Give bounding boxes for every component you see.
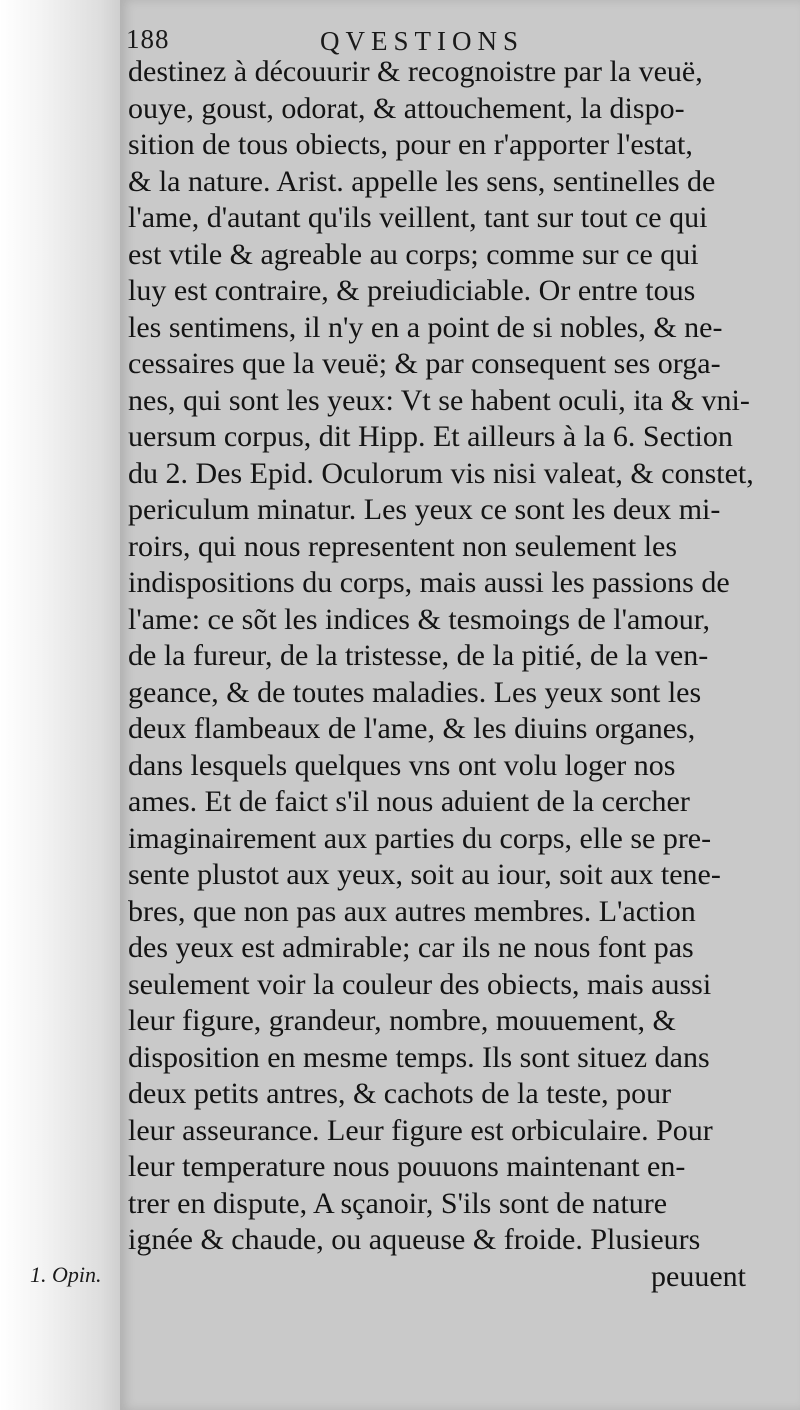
text-line: du 2. Des Epid. Oculorum vis nisi valeat, & constet, — [128, 456, 754, 490]
text-line: bres, que non pas aux autres membres. L'action — [128, 894, 696, 928]
text-line: imaginairement aux parties du corps, elle se pre- — [128, 821, 712, 855]
text-line: indispositions du corps, mais aussi les passions de — [128, 566, 730, 599]
text-line: leur temperature nous pouuons maintenant en- — [128, 1150, 686, 1183]
text-line: dans lesquels quelques vns ont volu loger nos — [128, 748, 676, 782]
text-line: roirs, qui nous representent non seulement les — [128, 529, 678, 563]
text-line: nes, qui sont les yeux: Vt se habent oculi, ita & vni- — [128, 383, 750, 417]
page-number: 188 — [126, 24, 170, 54]
text-line: ames. Et de faict s'il nous aduient de la cercher — [128, 785, 690, 818]
text-line: luy est contraire, & preiudiciable. Or entre tous — [128, 274, 696, 307]
catchword: peuuent — [651, 1259, 746, 1293]
margin-note: 1. Opin. — [30, 1262, 102, 1287]
text-line: ouye, goust, odorat, & attouchement, la dispo- — [128, 91, 685, 125]
left-margin-strip — [0, 0, 120, 1410]
text-line: cessaires que la veuë; & par consequent ses orga- — [128, 347, 721, 380]
text-line: sition de tous obiects, pour en r'apporter l'estat, — [128, 128, 693, 161]
text-line: les sentimens, il n'y en a point de si nobles, & ne- — [128, 310, 723, 344]
text-line: trer en dispute, A sçanoir, S'ils sont de nature — [128, 1186, 668, 1220]
body-text — [128, 54, 768, 1295]
text-line: ignée & chaude, ou aqueuse & froide. Plusieurs — [128, 1223, 701, 1256]
text-line: l'ame, d'autant qu'ils veillent, tant sur tout ce qui — [128, 201, 708, 234]
text-line: leur figure, grandeur, nombre, mouuement, & — [128, 1004, 676, 1037]
text-line: destinez à découurir & recognoistre par la veuë, — [128, 55, 703, 88]
text-line: des yeux est admirable; car ils ne nous font pas — [128, 931, 694, 964]
text-line: geance, & de toutes maladies. Les yeux sont les — [128, 675, 702, 709]
text-line: de la fureur, de la tristesse, de la pitié, de la ven- — [128, 639, 709, 672]
text-line: deux flambeaux de l'ame, & les diuins organes, — [128, 712, 696, 745]
running-title: QVESTIONS — [320, 26, 525, 56]
text-line: uersum corpus, dit Hipp. Et ailleurs à la 6. Section — [128, 420, 733, 453]
text-line: periculum minatur. Les yeux ce sont les deux mi- — [128, 493, 721, 526]
text-line: seulement voir la couleur des obiects, mais aussi — [128, 967, 712, 1001]
text-line: disposition en mesme temps. Ils sont situez dans — [128, 1040, 710, 1074]
text-line: sente plustot aux yeux, soit au iour, soit aux tene- — [128, 858, 721, 891]
text-line: deux petits antres, & cachots de la teste, pour — [128, 1077, 672, 1110]
text-line: l'ame: ce sõt les indices & tesmoings de l'amour, — [128, 602, 710, 636]
text-line: est vtile & agreable au corps; comme sur ce qui — [128, 237, 699, 271]
text-line: & la nature. Arist. appelle les sens, sentinelles de — [128, 164, 716, 198]
text-line: leur asseurance. Leur figure est orbiculaire. Pour — [128, 1113, 713, 1147]
